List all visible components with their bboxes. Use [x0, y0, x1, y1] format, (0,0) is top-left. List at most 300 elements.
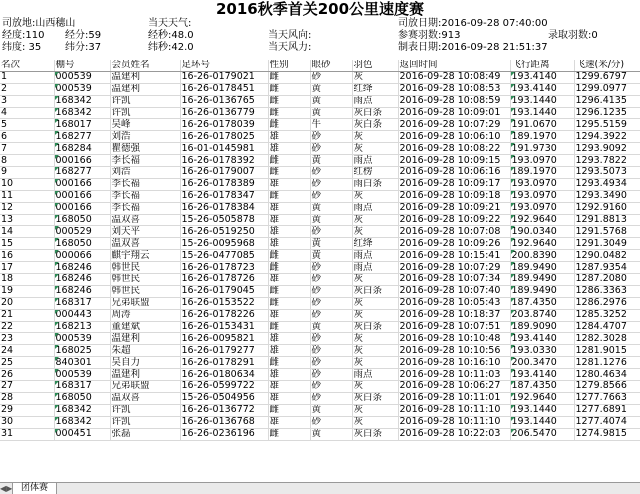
cell-eye[interactable]: 黄: [310, 428, 352, 440]
cell-loft-id[interactable]: 168246: [54, 285, 110, 297]
cell-speed[interactable]: 1281.1276: [574, 357, 640, 369]
cell-distance[interactable]: 200.3470: [510, 357, 574, 369]
cell-ring-number[interactable]: 16-26-0179277: [180, 345, 268, 357]
cell-return-time[interactable]: 2016-09-28 10:11:03: [398, 369, 510, 381]
cell-eye[interactable]: 砂: [310, 226, 352, 238]
sheet-tab-team-race[interactable]: 团体赛: [12, 483, 57, 494]
cell-member-name[interactable]: 周涛: [110, 309, 180, 321]
cell-rank[interactable]: 13: [0, 214, 54, 226]
cell-member-name[interactable]: 李长福: [110, 202, 180, 214]
cell-member-name[interactable]: 刘天平: [110, 226, 180, 238]
cell-return-time[interactable]: 2016-09-28 10:11:10: [398, 404, 510, 416]
cell-eye[interactable]: 砂: [310, 345, 352, 357]
cell-return-time[interactable]: 2016-09-28 10:09:17: [398, 178, 510, 190]
cell-member-name[interactable]: 温双喜: [110, 392, 180, 404]
cell-member-name[interactable]: 董建斌: [110, 321, 180, 333]
cell-color[interactable]: 灰白条: [352, 119, 398, 131]
cell-rank[interactable]: 18: [0, 274, 54, 286]
cell-member-name[interactable]: 李长福: [110, 155, 180, 167]
cell-distance[interactable]: 206.5470: [510, 428, 574, 440]
cell-distance[interactable]: 193.1440: [510, 107, 574, 119]
cell-distance[interactable]: 189.9490: [510, 262, 574, 274]
cell-member-name[interactable]: 兄弟联盟: [110, 297, 180, 309]
cell-member-name[interactable]: 温建利: [110, 369, 180, 381]
cell-loft-id[interactable]: 168050: [54, 238, 110, 250]
cell-speed[interactable]: 1293.9092: [574, 143, 640, 155]
cell-color[interactable]: 灰白条: [352, 428, 398, 440]
column-header-loft-id[interactable]: 棚号: [54, 60, 110, 71]
cell-speed[interactable]: 1279.8566: [574, 381, 640, 393]
cell-rank[interactable]: 7: [0, 143, 54, 155]
cell-rank[interactable]: 24: [0, 345, 54, 357]
cell-speed[interactable]: 1277.7663: [574, 392, 640, 404]
cell-speed[interactable]: 1299.6797: [574, 71, 640, 83]
cell-eye[interactable]: 砂: [310, 297, 352, 309]
cell-speed[interactable]: 1291.8813: [574, 214, 640, 226]
cell-sex[interactable]: 雄: [268, 369, 310, 381]
cell-color[interactable]: 灰: [352, 71, 398, 83]
cell-color[interactable]: 雨点: [352, 155, 398, 167]
cell-speed[interactable]: 1286.2976: [574, 297, 640, 309]
cell-color[interactable]: 雨点: [352, 262, 398, 274]
cell-eye[interactable]: 黄: [310, 404, 352, 416]
cell-return-time[interactable]: 2016-09-28 10:08:53: [398, 83, 510, 95]
cell-loft-id[interactable]: 168050: [54, 214, 110, 226]
cell-return-time[interactable]: 2016-09-28 10:07:29: [398, 262, 510, 274]
cell-sex[interactable]: 雌: [268, 71, 310, 83]
cell-member-name[interactable]: 温建利: [110, 333, 180, 345]
column-header-member-name[interactable]: 会员姓名: [110, 60, 180, 71]
cell-eye[interactable]: 黄: [310, 155, 352, 167]
cell-eye[interactable]: 砂: [310, 381, 352, 393]
cell-sex[interactable]: 雌: [268, 357, 310, 369]
cell-color[interactable]: 灰白条: [352, 392, 398, 404]
cell-color[interactable]: 红楞: [352, 167, 398, 179]
cell-ring-number[interactable]: 16-26-0180634: [180, 369, 268, 381]
cell-color[interactable]: 灰: [352, 143, 398, 155]
cell-loft-id[interactable]: 168246: [54, 274, 110, 286]
cell-distance[interactable]: 187.4350: [510, 381, 574, 393]
cell-return-time[interactable]: 2016-09-28 10:06:27: [398, 381, 510, 393]
cell-eye[interactable]: 砂: [310, 369, 352, 381]
cell-member-name[interactable]: 温建利: [110, 83, 180, 95]
cell-eye[interactable]: 黄: [310, 250, 352, 262]
cell-ring-number[interactable]: 15-26-0095968: [180, 238, 268, 250]
cell-speed[interactable]: 1293.3490: [574, 190, 640, 202]
cell-eye[interactable]: 黄: [310, 202, 352, 214]
cell-loft-id[interactable]: 000443: [54, 309, 110, 321]
cell-ring-number[interactable]: 16-26-0178291: [180, 357, 268, 369]
cell-eye[interactable]: 黄: [310, 95, 352, 107]
column-header-color[interactable]: 羽色: [352, 60, 398, 71]
cell-rank[interactable]: 9: [0, 167, 54, 179]
cell-rank[interactable]: 29: [0, 404, 54, 416]
cell-return-time[interactable]: 2016-09-28 10:08:49: [398, 71, 510, 83]
cell-return-time[interactable]: 2016-09-28 10:07:34: [398, 274, 510, 286]
cell-return-time[interactable]: 2016-09-28 10:06:16: [398, 167, 510, 179]
cell-rank[interactable]: 17: [0, 262, 54, 274]
cell-return-time[interactable]: 2016-09-28 10:15:41: [398, 250, 510, 262]
cell-speed[interactable]: 1291.5768: [574, 226, 640, 238]
cell-color[interactable]: 灰: [352, 297, 398, 309]
cell-speed[interactable]: 1290.0482: [574, 250, 640, 262]
cell-rank[interactable]: 15: [0, 238, 54, 250]
cell-ring-number[interactable]: 16-26-0153431: [180, 321, 268, 333]
cell-return-time[interactable]: 2016-09-28 10:07:08: [398, 226, 510, 238]
cell-return-time[interactable]: 2016-09-28 10:09:18: [398, 190, 510, 202]
cell-color[interactable]: 灰: [352, 345, 398, 357]
cell-eye[interactable]: 砂: [310, 167, 352, 179]
column-header-distance[interactable]: 飞行距离: [510, 60, 574, 71]
cell-loft-id[interactable]: 168213: [54, 321, 110, 333]
cell-sex[interactable]: 雄: [268, 309, 310, 321]
cell-return-time[interactable]: 2016-09-28 10:09:15: [398, 155, 510, 167]
cell-speed[interactable]: 1285.3252: [574, 309, 640, 321]
cell-color[interactable]: 灰: [352, 274, 398, 286]
cell-distance[interactable]: 193.4140: [510, 369, 574, 381]
cell-return-time[interactable]: 2016-09-28 10:09:21: [398, 202, 510, 214]
cell-distance[interactable]: 191.9730: [510, 143, 574, 155]
cell-sex[interactable]: 雌: [268, 285, 310, 297]
cell-member-name[interactable]: 许凯: [110, 416, 180, 428]
cell-sex[interactable]: 雄: [268, 274, 310, 286]
cell-distance[interactable]: 190.0340: [510, 226, 574, 238]
cell-rank[interactable]: 22: [0, 321, 54, 333]
cell-sex[interactable]: 雌: [268, 428, 310, 440]
cell-distance[interactable]: 192.9640: [510, 238, 574, 250]
cell-sex[interactable]: 雌: [268, 190, 310, 202]
cell-return-time[interactable]: 2016-09-28 10:10:56: [398, 345, 510, 357]
cell-speed[interactable]: 1294.3922: [574, 131, 640, 143]
cell-member-name[interactable]: 张磊: [110, 428, 180, 440]
cell-ring-number[interactable]: 16-26-0179007: [180, 167, 268, 179]
cell-speed[interactable]: 1282.3028: [574, 333, 640, 345]
cell-sex[interactable]: 雄: [268, 202, 310, 214]
cell-color[interactable]: 灰: [352, 131, 398, 143]
cell-loft-id[interactable]: 168317: [54, 381, 110, 393]
cell-loft-id[interactable]: 168017: [54, 119, 110, 131]
cell-sex[interactable]: 雌: [268, 155, 310, 167]
cell-color[interactable]: 灰白条: [352, 285, 398, 297]
cell-eye[interactable]: 砂: [310, 309, 352, 321]
cell-distance[interactable]: 192.9640: [510, 392, 574, 404]
cell-sex[interactable]: 雄: [268, 381, 310, 393]
cell-speed[interactable]: 1292.9160: [574, 202, 640, 214]
cell-sex[interactable]: 雄: [268, 178, 310, 190]
cell-return-time[interactable]: 2016-09-28 10:11:01: [398, 392, 510, 404]
cell-color[interactable]: 雨白条: [352, 178, 398, 190]
cell-eye[interactable]: 砂: [310, 143, 352, 155]
cell-ring-number[interactable]: 16-26-0519250: [180, 226, 268, 238]
cell-loft-id[interactable]: 840301: [54, 357, 110, 369]
cell-member-name[interactable]: 温双喜: [110, 238, 180, 250]
cell-distance[interactable]: 189.1970: [510, 131, 574, 143]
cell-sex[interactable]: 雌: [268, 83, 310, 95]
cell-speed[interactable]: 1296.4135: [574, 95, 640, 107]
cell-member-name[interactable]: 吴峰: [110, 119, 180, 131]
cell-loft-id[interactable]: 000529: [54, 226, 110, 238]
cell-eye[interactable]: 砂: [310, 131, 352, 143]
cell-loft-id[interactable]: 000166: [54, 202, 110, 214]
cell-distance[interactable]: 189.1970: [510, 167, 574, 179]
cell-sex[interactable]: 雌: [268, 95, 310, 107]
cell-return-time[interactable]: 2016-09-28 10:08:59: [398, 95, 510, 107]
cell-color[interactable]: 灰白条: [352, 107, 398, 119]
column-header-sex[interactable]: 性别: [268, 60, 310, 71]
cell-speed[interactable]: 1295.5159: [574, 119, 640, 131]
cell-distance[interactable]: 193.4140: [510, 83, 574, 95]
cell-loft-id[interactable]: 000539: [54, 71, 110, 83]
cell-distance[interactable]: 193.1440: [510, 404, 574, 416]
cell-distance[interactable]: 193.0970: [510, 178, 574, 190]
column-header-return-time[interactable]: 返回时间: [398, 60, 510, 71]
cell-rank[interactable]: 6: [0, 131, 54, 143]
cell-member-name[interactable]: 温双喜: [110, 214, 180, 226]
cell-color[interactable]: 灰: [352, 226, 398, 238]
cell-speed[interactable]: 1280.4634: [574, 369, 640, 381]
cell-ring-number[interactable]: 16-26-0178384: [180, 202, 268, 214]
cell-return-time[interactable]: 2016-09-28 10:10:48: [398, 333, 510, 345]
cell-rank[interactable]: 5: [0, 119, 54, 131]
cell-distance[interactable]: 193.1440: [510, 95, 574, 107]
cell-eye[interactable]: 砂: [310, 262, 352, 274]
cell-ring-number[interactable]: 16-26-0153522: [180, 297, 268, 309]
cell-speed[interactable]: 1296.1235: [574, 107, 640, 119]
cell-speed[interactable]: 1293.5073: [574, 167, 640, 179]
cell-eye[interactable]: 黄: [310, 83, 352, 95]
cell-loft-id[interactable]: 000066: [54, 250, 110, 262]
cell-member-name[interactable]: 刘浩: [110, 167, 180, 179]
cell-distance[interactable]: 193.1440: [510, 416, 574, 428]
cell-loft-id[interactable]: 000539: [54, 333, 110, 345]
cell-distance[interactable]: 191.0670: [510, 119, 574, 131]
cell-eye[interactable]: 砂: [310, 285, 352, 297]
cell-member-name[interactable]: 刘浩: [110, 131, 180, 143]
cell-loft-id[interactable]: 168342: [54, 416, 110, 428]
cell-distance[interactable]: 193.0330: [510, 345, 574, 357]
cell-color[interactable]: 雨点: [352, 202, 398, 214]
cell-speed[interactable]: 1277.6891: [574, 404, 640, 416]
cell-ring-number[interactable]: 16-26-0178039: [180, 119, 268, 131]
cell-color[interactable]: 灰: [352, 381, 398, 393]
cell-return-time[interactable]: 2016-09-28 10:05:43: [398, 297, 510, 309]
cell-speed[interactable]: 1287.9354: [574, 262, 640, 274]
cell-rank[interactable]: 21: [0, 309, 54, 321]
cell-sex[interactable]: 雌: [268, 250, 310, 262]
cell-ring-number[interactable]: 16-26-0178392: [180, 155, 268, 167]
cell-member-name[interactable]: 李长福: [110, 178, 180, 190]
cell-ring-number[interactable]: 16-26-0179021: [180, 71, 268, 83]
cell-distance[interactable]: 200.8390: [510, 250, 574, 262]
cell-distance[interactable]: 189.9090: [510, 321, 574, 333]
cell-ring-number[interactable]: 16-26-0236196: [180, 428, 268, 440]
cell-color[interactable]: 灰: [352, 357, 398, 369]
cell-ring-number[interactable]: 16-26-0178726: [180, 274, 268, 286]
cell-speed[interactable]: 1291.3049: [574, 238, 640, 250]
cell-eye[interactable]: 砂: [310, 333, 352, 345]
cell-return-time[interactable]: 2016-09-28 10:16:10: [398, 357, 510, 369]
cell-distance[interactable]: 193.4140: [510, 333, 574, 345]
cell-distance[interactable]: 187.4350: [510, 297, 574, 309]
cell-eye[interactable]: 黄: [310, 214, 352, 226]
cell-member-name[interactable]: 韩世民: [110, 274, 180, 286]
cell-distance[interactable]: 193.0970: [510, 202, 574, 214]
cell-eye[interactable]: 砂: [310, 71, 352, 83]
column-header-ring-number[interactable]: 足环号: [180, 60, 268, 71]
sheet-nav-arrows-icon[interactable]: ◀▶: [0, 484, 13, 493]
cell-rank[interactable]: 27: [0, 381, 54, 393]
cell-return-time[interactable]: 2016-09-28 10:09:26: [398, 238, 510, 250]
cell-rank[interactable]: 8: [0, 155, 54, 167]
cell-loft-id[interactable]: 168284: [54, 143, 110, 155]
cell-color[interactable]: 灰: [352, 404, 398, 416]
cell-member-name[interactable]: 许凯: [110, 404, 180, 416]
cell-loft-id[interactable]: 168246: [54, 262, 110, 274]
cell-loft-id[interactable]: 000166: [54, 155, 110, 167]
cell-sex[interactable]: 雄: [268, 392, 310, 404]
cell-ring-number[interactable]: 16-01-0145981: [180, 143, 268, 155]
cell-ring-number[interactable]: 16-26-0599722: [180, 381, 268, 393]
cell-color[interactable]: 灰: [352, 190, 398, 202]
cell-sex[interactable]: 雄: [268, 143, 310, 155]
cell-distance[interactable]: 193.4140: [510, 71, 574, 83]
cell-ring-number[interactable]: 16-26-0178451: [180, 83, 268, 95]
cell-sex[interactable]: 雌: [268, 321, 310, 333]
cell-speed[interactable]: 1281.9015: [574, 345, 640, 357]
cell-color[interactable]: 红绛: [352, 83, 398, 95]
cell-return-time[interactable]: 2016-09-28 10:18:37: [398, 309, 510, 321]
cell-ring-number[interactable]: 16-26-0136772: [180, 404, 268, 416]
cell-rank[interactable]: 31: [0, 428, 54, 440]
cell-color[interactable]: 灰白条: [352, 321, 398, 333]
cell-member-name[interactable]: 兄弟联盟: [110, 381, 180, 393]
cell-ring-number[interactable]: 16-26-0178226: [180, 309, 268, 321]
cell-member-name[interactable]: 温建利: [110, 71, 180, 83]
cell-sex[interactable]: 雌: [268, 404, 310, 416]
cell-loft-id[interactable]: 168277: [54, 131, 110, 143]
cell-sex[interactable]: 雄: [268, 416, 310, 428]
cell-distance[interactable]: 189.9490: [510, 285, 574, 297]
cell-return-time[interactable]: 2016-09-28 10:22:03: [398, 428, 510, 440]
cell-return-time[interactable]: 2016-09-28 10:06:10: [398, 131, 510, 143]
cell-rank[interactable]: 3: [0, 95, 54, 107]
cell-ring-number[interactable]: 16-26-0178025: [180, 131, 268, 143]
cell-rank[interactable]: 28: [0, 392, 54, 404]
cell-eye[interactable]: 砂: [310, 357, 352, 369]
cell-sex[interactable]: 雄: [268, 214, 310, 226]
cell-eye[interactable]: 砂: [310, 392, 352, 404]
cell-return-time[interactable]: 2016-09-28 10:09:01: [398, 107, 510, 119]
cell-sex[interactable]: 雄: [268, 238, 310, 250]
cell-loft-id[interactable]: 168277: [54, 167, 110, 179]
cell-return-time[interactable]: 2016-09-28 10:11:10: [398, 416, 510, 428]
cell-loft-id[interactable]: 000539: [54, 83, 110, 95]
cell-member-name[interactable]: 麒宇翔云: [110, 250, 180, 262]
cell-sex[interactable]: 雌: [268, 107, 310, 119]
cell-loft-id[interactable]: 168025: [54, 345, 110, 357]
cell-sex[interactable]: 雄: [268, 333, 310, 345]
cell-sex[interactable]: 雌: [268, 119, 310, 131]
cell-loft-id[interactable]: 000166: [54, 178, 110, 190]
cell-color[interactable]: 雨点: [352, 369, 398, 381]
cell-color[interactable]: 雨点: [352, 95, 398, 107]
cell-rank[interactable]: 12: [0, 202, 54, 214]
cell-loft-id[interactable]: 000451: [54, 428, 110, 440]
cell-sex[interactable]: 雌: [268, 297, 310, 309]
cell-rank[interactable]: 2: [0, 83, 54, 95]
cell-member-name[interactable]: 许凯: [110, 107, 180, 119]
cell-ring-number[interactable]: 16-26-0136765: [180, 95, 268, 107]
cell-color[interactable]: 雨点: [352, 250, 398, 262]
cell-rank[interactable]: 30: [0, 416, 54, 428]
cell-sex[interactable]: 雄: [268, 226, 310, 238]
cell-speed[interactable]: 1286.3363: [574, 285, 640, 297]
cell-speed[interactable]: 1277.4074: [574, 416, 640, 428]
cell-return-time[interactable]: 2016-09-28 10:07:40: [398, 285, 510, 297]
cell-color[interactable]: 灰: [352, 214, 398, 226]
cell-eye[interactable]: 牛: [310, 119, 352, 131]
cell-member-name[interactable]: 瞿德强: [110, 143, 180, 155]
cell-return-time[interactable]: 2016-09-28 10:09:22: [398, 214, 510, 226]
cell-rank[interactable]: 25: [0, 357, 54, 369]
column-header-rank[interactable]: 名次: [0, 60, 54, 71]
cell-speed[interactable]: 1293.4934: [574, 178, 640, 190]
cell-distance[interactable]: 192.9640: [510, 214, 574, 226]
cell-speed[interactable]: 1274.9815: [574, 428, 640, 440]
cell-distance[interactable]: 193.0970: [510, 155, 574, 167]
cell-eye[interactable]: 砂: [310, 274, 352, 286]
cell-eye[interactable]: 砂: [310, 178, 352, 190]
cell-loft-id[interactable]: 168342: [54, 404, 110, 416]
cell-return-time[interactable]: 2016-09-28 10:07:29: [398, 119, 510, 131]
cell-rank[interactable]: 10: [0, 178, 54, 190]
cell-member-name[interactable]: 韩世民: [110, 285, 180, 297]
cell-speed[interactable]: 1299.0977: [574, 83, 640, 95]
cell-rank[interactable]: 14: [0, 226, 54, 238]
cell-rank[interactable]: 19: [0, 285, 54, 297]
column-header-eye[interactable]: 眼砂: [310, 60, 352, 71]
cell-ring-number[interactable]: 16-26-0178347: [180, 190, 268, 202]
cell-ring-number[interactable]: 16-26-0179045: [180, 285, 268, 297]
cell-color[interactable]: 灰: [352, 309, 398, 321]
cell-distance[interactable]: 189.9490: [510, 274, 574, 286]
column-header-speed[interactable]: 飞速(米/分): [574, 60, 640, 71]
cell-sex[interactable]: 雄: [268, 131, 310, 143]
cell-loft-id[interactable]: 168317: [54, 297, 110, 309]
cell-member-name[interactable]: 朱超: [110, 345, 180, 357]
cell-eye[interactable]: 黄: [310, 321, 352, 333]
cell-sex[interactable]: 雌: [268, 167, 310, 179]
cell-color[interactable]: 红绛: [352, 238, 398, 250]
cell-eye[interactable]: 砂: [310, 190, 352, 202]
cell-ring-number[interactable]: 15-26-0504956: [180, 392, 268, 404]
cell-member-name[interactable]: 李长福: [110, 190, 180, 202]
cell-color[interactable]: 灰: [352, 416, 398, 428]
cell-eye[interactable]: 砂: [310, 416, 352, 428]
cell-loft-id[interactable]: 168342: [54, 95, 110, 107]
cell-eye[interactable]: 黄: [310, 238, 352, 250]
cell-rank[interactable]: 4: [0, 107, 54, 119]
cell-rank[interactable]: 11: [0, 190, 54, 202]
cell-return-time[interactable]: 2016-09-28 10:08:22: [398, 143, 510, 155]
cell-speed[interactable]: 1293.7822: [574, 155, 640, 167]
cell-eye[interactable]: 黄: [310, 107, 352, 119]
cell-sex[interactable]: 雌: [268, 262, 310, 274]
cell-ring-number[interactable]: 16-26-0095821: [180, 333, 268, 345]
cell-rank[interactable]: 16: [0, 250, 54, 262]
cell-loft-id[interactable]: 000539: [54, 369, 110, 381]
cell-member-name[interactable]: 吴自力: [110, 357, 180, 369]
